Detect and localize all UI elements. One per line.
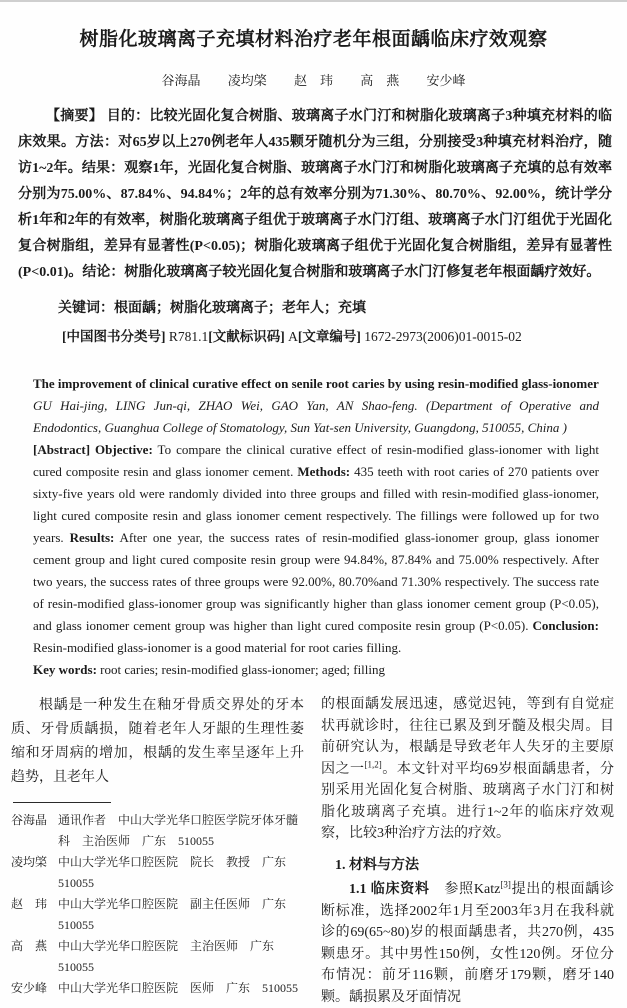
footnote-divider bbox=[13, 802, 111, 803]
en-keywords-label: Key words: bbox=[33, 662, 97, 677]
author-name: 赵 玮 bbox=[293, 73, 333, 88]
english-authors-affiliation: GU Hai-jing, LING Jun-qi, ZHAO Wei, GAO Yan, AN Shao-feng. (Department of Operative and Endodontics, Guanghua College of Stomatology, Sun Yat-sen University, Guangdong, 510055, China ) bbox=[33, 398, 599, 435]
section-1-1-text: 参照Katz bbox=[429, 882, 501, 897]
clc-item bbox=[62, 323, 208, 350]
footnote-row bbox=[11, 936, 304, 978]
en-methods-text: 435 teeth with root caries of 270 patients over sixty-five years old were randomly divided into three groups and filled with resin-modified glass-ionomer, light cured composite resin and glass ionomer cement respectively. The fillings were followed up for two years. bbox=[33, 464, 599, 545]
keywords-text: 根面龋；树脂化玻璃离子；老年人；充填 bbox=[114, 301, 366, 316]
author-name: 高 燕 bbox=[360, 73, 400, 88]
section-1-1-label: 1.1 临床资料 bbox=[349, 882, 430, 897]
abstract-text: 目的：比较光固化复合树脂、玻璃离子水门汀和树脂化玻璃离子3种填充材料的临床效果。方法：对65岁以上270例老年人435颗牙随机分为三组，分别接受3种填充材料治疗，随访1~2年。结果：观察1年，光固化复合树脂、玻璃离子水门汀和树脂化玻璃离子充填的总有效率分别为75.00%、87.84%、94.84%；2年的总有效率分别为71.30%、80.70%、92.00%，统计学分析1年和2年的有效率，树脂化玻璃离子组优于玻璃离子水门汀组、玻璃离子水门汀组优于光固化复合树脂组，差异有显著性(P<0.05)；树脂化玻璃离子组优于光固化复合树脂组，差异有显著性(P<0.01)。结论：树脂化玻璃离子较光固化复合树脂和玻璃离子水门汀修复老年根面龋疗效好。 bbox=[18, 109, 613, 280]
chinese-keywords-line bbox=[18, 296, 612, 322]
article-no-label: [文章编号] bbox=[297, 329, 361, 344]
footnote-author-name: 谷海晶 bbox=[11, 813, 48, 827]
reference-mark: [1,2] bbox=[364, 758, 382, 769]
doc-code-item bbox=[208, 323, 298, 350]
intro-right-text: 的根面龋发展迅速，感觉迟钝，等到有自觉症状再就诊时，往往已累及到牙髓及根尖周。目前研究认为，根龋是导致老年人失牙的主要原因之一 bbox=[321, 697, 614, 777]
clc-value: R781.1 bbox=[165, 329, 209, 344]
left-column bbox=[11, 694, 304, 1008]
article-no-value: 1672-2973(2006)01-0015-02 bbox=[360, 329, 522, 344]
footnote-row bbox=[11, 810, 304, 852]
en-results-label: Results: bbox=[69, 530, 115, 545]
footnote-row bbox=[11, 978, 304, 999]
right-column bbox=[321, 694, 614, 1008]
classification-line bbox=[18, 323, 612, 350]
section-1-heading: 1. 材料与方法 bbox=[335, 857, 419, 873]
article-no-item bbox=[298, 323, 522, 350]
chinese-abstract-paragraph bbox=[18, 104, 612, 286]
footnote-row bbox=[11, 852, 304, 894]
en-methods-label: Methods: bbox=[297, 464, 351, 479]
footnote-author-info: 中山大学光华口腔医院 副主任医师 广东 510055 bbox=[58, 897, 287, 932]
author-list bbox=[0, 70, 627, 89]
footnote-author-name: 凌均棨 bbox=[11, 855, 48, 869]
footnote-author-info: 中山大学光华口腔医院 院长 教授 广东 510055 bbox=[58, 855, 287, 890]
keywords-label: 关键词： bbox=[58, 301, 114, 316]
two-column-body bbox=[11, 694, 614, 1008]
doc-code-value: A bbox=[284, 329, 298, 344]
footnote-author-info: 通讯作者 中山大学光华口腔医学院牙体牙髓科 主治医师 广东 510055 bbox=[58, 813, 299, 848]
author-name: 安少峰 bbox=[426, 73, 466, 88]
english-keywords-line bbox=[33, 659, 599, 681]
en-objective-text: To compare the clinical curative effect of resin-modified glass-ionomer with light cured composite resin and glass ionomer cement. bbox=[33, 442, 599, 479]
doc-code-label: [文献标识码] bbox=[208, 329, 285, 344]
author-name: 谷海晶 bbox=[161, 73, 201, 88]
en-objective-label: Objective: bbox=[90, 442, 153, 457]
section-1-1-text-continued: 提出的根面龋诊断标准，选择2002年1月至2003年3月在我科就诊的69(65~80)岁的根面龋患者，共270例，435颗患牙。其中男性150例，女性120例。牙位分布情况：前牙116颗，前磨牙179颗，磨牙140颗。龋损累及牙面情况 bbox=[321, 882, 614, 1005]
clc-label: [中国图书分类号] bbox=[62, 329, 166, 344]
paper-title: 树脂化玻璃离子充填材料治疗老年根面龋临床疗效观察 bbox=[79, 29, 548, 50]
abstract-label: 【摘要】 bbox=[46, 109, 103, 124]
footnote-author-info: 中山大学光华口腔医院 医师 广东 510055 bbox=[58, 981, 299, 995]
paper-page bbox=[0, 2, 627, 1008]
en-keywords-text: root caries; resin-modified glass-ionomer; aged; filling bbox=[96, 662, 386, 677]
author-footnotes bbox=[11, 810, 304, 999]
english-abstract-paragraph bbox=[33, 439, 599, 659]
intro-paragraph-right bbox=[321, 694, 614, 845]
footnote-author-info: 中山大学光华口腔医院 主治医师 广东 510055 bbox=[58, 939, 287, 974]
footnote-author-name: 高 燕 bbox=[11, 939, 48, 953]
en-conclusion-label: Conclusion: bbox=[532, 618, 599, 633]
author-name: 凌均棨 bbox=[227, 73, 267, 88]
intro-paragraph-left: 根龋是一种发生在釉牙骨质交界处的牙本质、牙骨质龋损，随着老年人牙龈的生理性萎缩和牙周病的增加，根龋的发生率呈逐年上升趋势，且老年人 bbox=[11, 698, 304, 785]
chinese-abstract bbox=[18, 104, 612, 286]
en-results-text: After one year, the success rates of resin-modified glass-ionomer group, glass ionomer cement group and light cured composite resin group were 94.84%, 87.84% and 75.00% respectively. After two years, the success rates of three groups were 92.00%, 80.70%and 71.30% respectively. The success rate of resin-modified glass-ionomer group was significantly higher than glass ionomer cement group (P<0.05), and glass ionomer cement group was higher than light cured composite resin group (P<0.05). bbox=[33, 530, 599, 633]
footnote-author-name: 赵 玮 bbox=[11, 897, 48, 911]
footnote-author-name: 安少峰 bbox=[11, 981, 48, 995]
section-1-1-paragraph bbox=[321, 879, 614, 1008]
english-title: The improvement of clinical curative effect on senile root caries by using resin-modified glass-ionomer bbox=[33, 376, 599, 391]
en-conclusion-text: Resin-modified glass-ionomer is a good material for root caries filling. bbox=[33, 640, 402, 655]
en-abstract-label: [Abstract] bbox=[33, 442, 91, 457]
reference-mark: [3] bbox=[500, 879, 511, 890]
intro-right-text-continued: 。本文针对平均69岁根面龋患者，分别采用光固化复合树脂、玻璃离子水门汀和树脂化玻璃离子充填。进行1~2年的临床疗效观察，比较3种治疗方法的疗效。 bbox=[321, 761, 615, 841]
english-abstract bbox=[33, 373, 599, 681]
footnote-row bbox=[11, 894, 304, 936]
